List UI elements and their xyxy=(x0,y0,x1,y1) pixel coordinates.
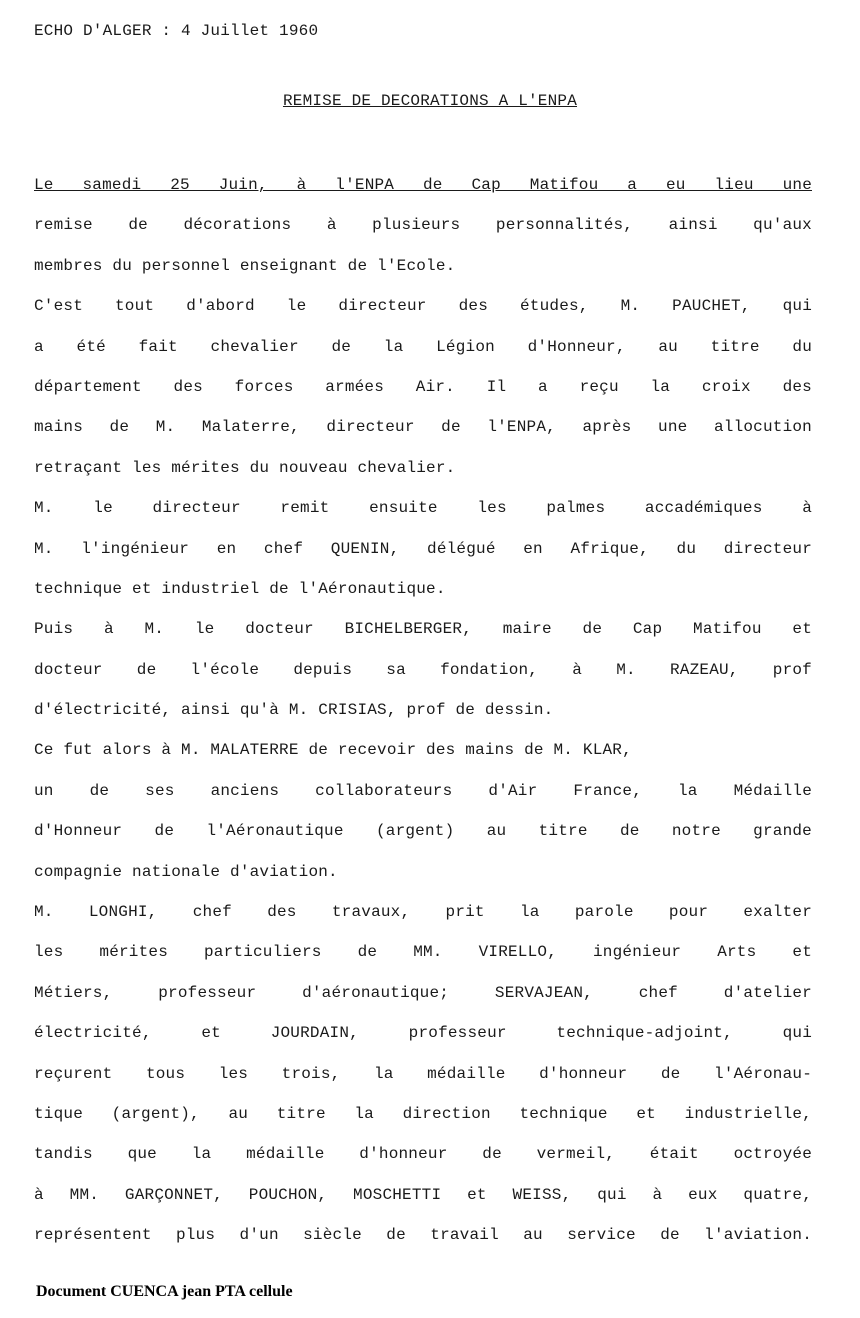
article-line-16: un de ses anciens collaborateurs d'Air France, la Médaille xyxy=(34,781,812,800)
newspaper-source-date: ECHO D'ALGER : 4 Juillet 1960 xyxy=(34,22,319,40)
article-line-6: département des forces armées Air. Il a reçu la croix des xyxy=(34,377,812,396)
article-line-18: compagnie nationale d'aviation. xyxy=(34,862,338,881)
article-line-26: à MM. GARÇONNET, POUCHON, MOSCHETTI et WEISS, qui à eux quatre, xyxy=(34,1185,812,1204)
article-line-3: membres du personnel enseignant de l'Ecole. xyxy=(34,256,456,275)
article-line-11: technique et industriel de l'Aéronautique. xyxy=(34,579,446,598)
article-title: REMISE DE DECORATIONS A L'ENPA xyxy=(282,92,578,110)
article-line-9: M. le directeur remit ensuite les palmes accadémiques à xyxy=(34,499,812,518)
article-line-2: remise de décorations à plusieurs personnalités, ainsi qu'aux xyxy=(34,216,812,235)
article-body xyxy=(34,175,812,1266)
article-line-23: reçurent tous les trois, la médaille d'honneur de l'Aéronau- xyxy=(34,1064,812,1083)
article-line-12: Puis à M. le docteur BICHELBERGER, maire de Cap Matifou et xyxy=(34,620,812,639)
article-line-10: M. l'ingénieur en chef QUENIN, délégué en Afrique, du directeur xyxy=(34,539,812,558)
article-line-17: d'Honneur de l'Aéronautique (argent) au titre de notre grande xyxy=(34,822,812,841)
article-line-25: tandis que la médaille d'honneur de vermeil, était octroyée xyxy=(34,1145,812,1164)
article-line-7: mains de M. Malaterre, directeur de l'ENPA, après une allocution xyxy=(34,418,812,437)
article-line-4: C'est tout d'abord le directeur des études, M. PAUCHET, qui xyxy=(34,297,812,316)
article-line-27: représentent plus d'un siècle de travail au service de l'aviation. xyxy=(34,1226,812,1245)
article-line-15: Ce fut alors à M. MALATERRE de recevoir des mains de M. KLAR, xyxy=(34,741,632,760)
article-line-20: les mérites particuliers de MM. VIRELLO, ingénieur Arts et xyxy=(34,943,812,962)
article-line-13: docteur de l'école depuis sa fondation, à M. RAZEAU, prof xyxy=(34,660,812,679)
article-line-14: d'électricité, ainsi qu'à M. CRISIAS, prof de dessin. xyxy=(34,701,554,720)
article-line-21: Métiers, professeur d'aéronautique; SERVAJEAN, chef d'atelier xyxy=(34,983,812,1002)
document-credit: Document CUENCA jean PTA cellule xyxy=(36,1283,293,1300)
article-line-22: électricité, et JOURDAIN, professeur technique-adjoint, qui xyxy=(34,1024,812,1043)
article-line-8: retraçant les mérites du nouveau chevalier. xyxy=(34,458,456,477)
article-line-1: Le samedi 25 Juin, à l'ENPA de Cap Matifou a eu lieu une xyxy=(34,176,812,194)
article-line-5: a été fait chevalier de la Légion d'Honneur, au titre du xyxy=(34,337,812,356)
article-line-19: M. LONGHI, chef des travaux, prit la parole pour exalter xyxy=(34,903,812,922)
article-line-24: tique (argent), au titre la direction technique et industrielle, xyxy=(34,1104,812,1123)
